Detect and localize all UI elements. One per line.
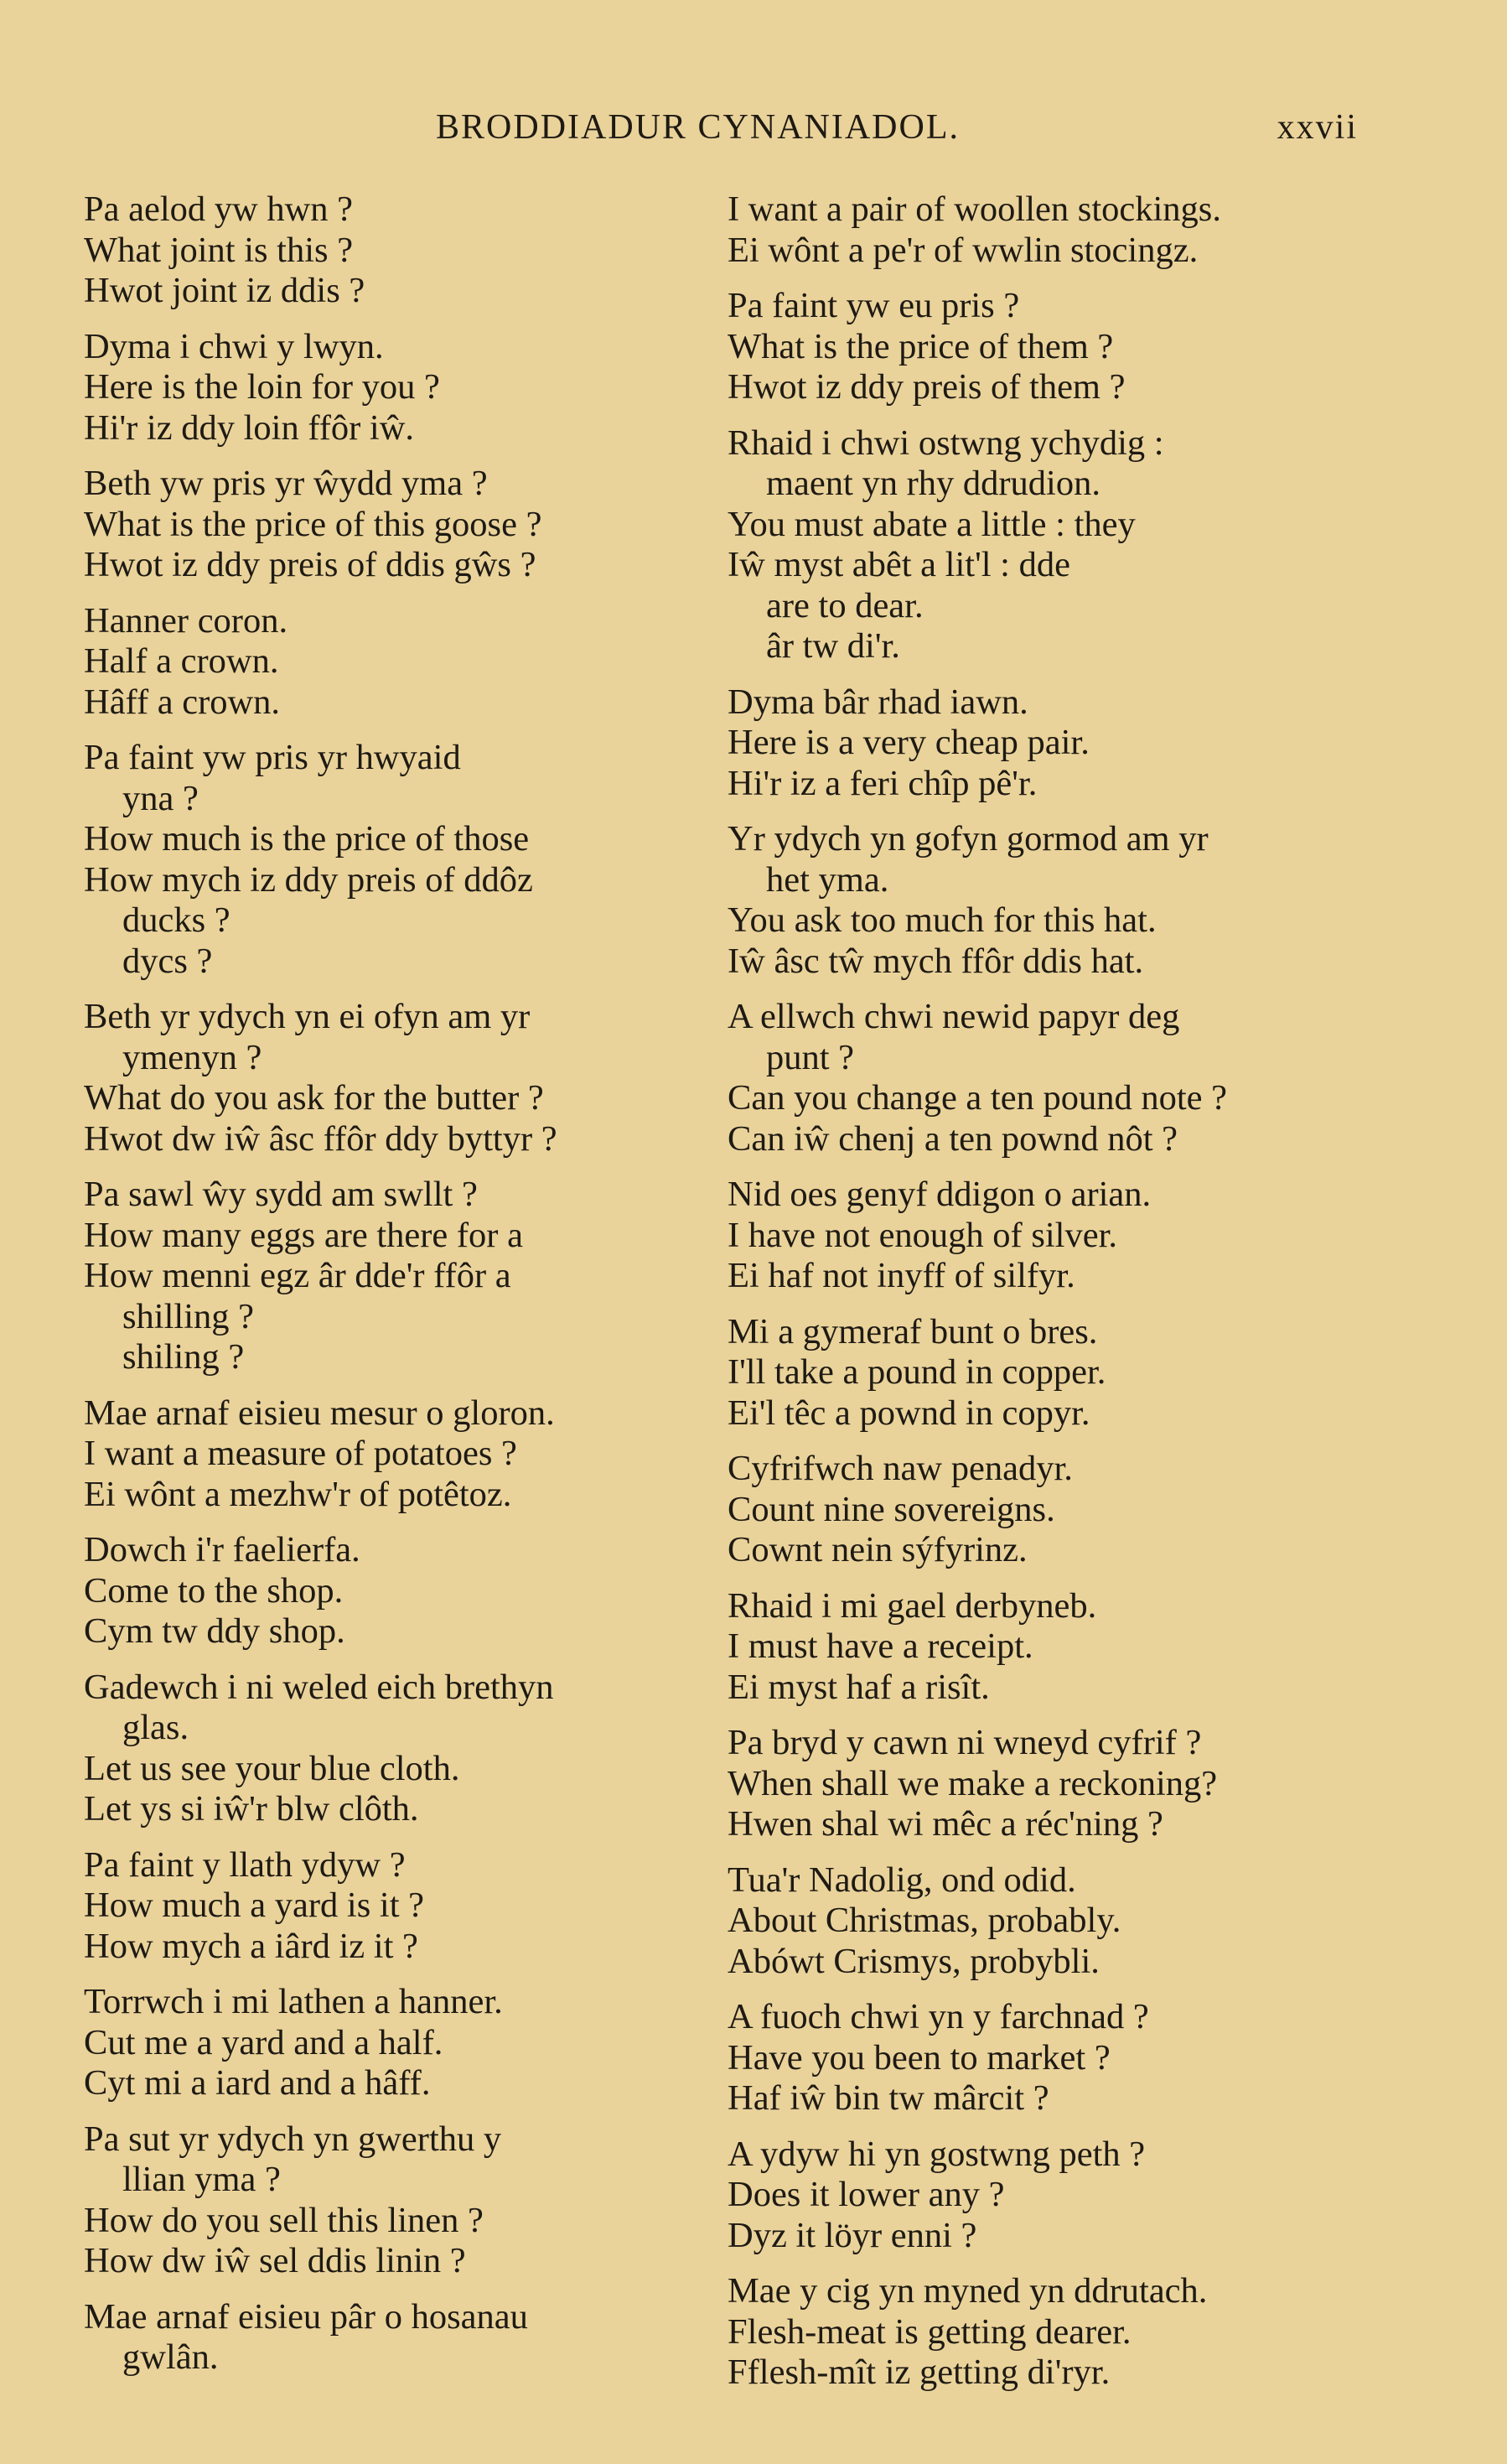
phrase-line: Hwot dw iŵ âsc ffôr ddy byttyr ?: [84, 1118, 557, 1159]
phrase-entry: [84, 1530, 729, 1652]
phrase-entry: [728, 423, 1381, 667]
phrase-entry: [84, 1845, 729, 1968]
phrase-line: How much is the price of those: [84, 819, 530, 859]
phrase-line: A fuoch chwi yn y farchnad ?: [728, 1997, 1149, 2036]
right-column: [728, 189, 1381, 2409]
phrase-entry: [84, 1668, 729, 1830]
header-title: BRODDIADUR CYNANIADOL.: [436, 108, 960, 147]
phrase-entry: [84, 1175, 729, 1378]
phrase-line: What is the price of this goose ?: [84, 504, 542, 544]
phrase-line: Ei wônt a mezhw'r of potêtoz.: [84, 1474, 512, 1514]
phrase-line: Cownt nein sýfyrinz.: [728, 1530, 1028, 1569]
phrase-line: Hwot iz ddy preis of ddis gŵs ?: [84, 545, 536, 584]
phrase-line: Tua'r Nadolig, ond odid.: [728, 1860, 1076, 1900]
phrase-line: Pa faint yw eu pris ?: [728, 286, 1020, 325]
phrase-line: Pa bryd y cawn ni wneyd cyfrif ?: [728, 1723, 1202, 1762]
phrase-line: How mych a iârd iz it ?: [84, 1926, 418, 1966]
phrase-entry: [728, 286, 1381, 408]
phrase-line: I have not enough of silver.: [728, 1215, 1118, 1255]
phrase-line: punt ?: [766, 1037, 855, 1077]
page-number: xxvii: [1277, 108, 1358, 147]
phrase-line: Pa sut yr ydych yn gwerthu y: [84, 2119, 502, 2159]
phrase-line: Here is the loin for you ?: [84, 367, 440, 407]
phrase-line: ymenyn ?: [122, 1037, 262, 1077]
phrase-line: Cyt mi a iard and a hâff.: [84, 2063, 431, 2103]
phrase-line: Come to the shop.: [84, 1570, 344, 1611]
phrase-line: Let ys si iŵ'r blw clôth.: [84, 1789, 419, 1829]
phrase-line: Hâff a crown.: [84, 682, 281, 722]
phrase-line: How menni egz âr dde'r ffôr a: [84, 1256, 511, 1295]
phrase-line: dycs ?: [122, 941, 213, 981]
phrase-line: Here is a very cheap pair.: [728, 723, 1090, 762]
phrase-line: gwlân.: [122, 2337, 219, 2377]
phrase-line: Hi'r iz ddy loin ffôr iŵ.: [84, 407, 415, 448]
phrase-line: What joint is this ?: [84, 230, 354, 270]
phrase-line: Nid oes genyf ddigon o arian.: [728, 1175, 1152, 1214]
phrase-line: Ei haf not inyff of silfyr.: [728, 1256, 1075, 1295]
phrase-line: Ei'l têc a pownd in copyr.: [728, 1393, 1090, 1433]
phrase-line: When shall we make a reckoning?: [728, 1763, 1218, 1803]
phrase-line: Flesh-meat is getting dearer.: [728, 2311, 1132, 2352]
phrase-entry: [728, 1449, 1381, 1571]
phrase-entry: [84, 1393, 729, 1516]
phrase-entry: [728, 189, 1381, 271]
phrase-line: Mae y cig yn myned yn ddrutach.: [728, 2271, 1208, 2311]
phrase-line: How do you sell this linen ?: [84, 2200, 484, 2240]
phrase-entry: [84, 464, 729, 586]
phrase-line: Pa aelod yw hwn ?: [84, 189, 354, 229]
phrase-line: are to dear.: [766, 585, 924, 625]
phrase-line: How much a yard is it ?: [84, 1886, 425, 1925]
phrase-line: Ei myst haf a risît.: [728, 1667, 990, 1707]
phrase-entry: [728, 1586, 1381, 1709]
phrase-line: Hwen shal wi mêc a réc'ning ?: [728, 1804, 1163, 1844]
phrase-line: Cym tw ddy shop.: [84, 1611, 345, 1651]
phrase-entry: [728, 1723, 1381, 1845]
phrase-line: Hanner coron.: [84, 600, 288, 641]
phrase-line: Rhaid i mi gael derbyneb.: [728, 1585, 1097, 1626]
phrase-line: Dowch i'r faelierfa.: [84, 1530, 360, 1569]
phrase-line: Mae arnaf eisieu mesur o gloron.: [84, 1393, 555, 1433]
phrase-line: shilling ?: [122, 1296, 255, 1336]
phrase-line: Have you been to market ?: [728, 2037, 1111, 2078]
phrase-entry: [728, 1175, 1381, 1297]
phrase-line: Cyfrifwch naw penadyr.: [728, 1449, 1073, 1488]
phrase-line: het yma.: [766, 859, 889, 900]
phrase-line: Abówt Crismys, probybli.: [728, 1941, 1100, 1981]
phrase-line: I want a pair of woollen stockings.: [728, 189, 1221, 229]
phrase-line: How mych iz ddy preis of ddôz: [84, 859, 533, 900]
phrase-line: What do you ask for the butter ?: [84, 1078, 544, 1118]
phrase-line: Mae arnaf eisieu pâr o hosanau: [84, 2296, 528, 2337]
phrase-line: Fflesh-mît iz getting di'ryr.: [728, 2352, 1111, 2392]
phrase-line: Gadewch i ni weled eich brethyn: [84, 1667, 554, 1707]
phrase-line: About Christmas, probably.: [728, 1901, 1121, 1940]
phrase-entry: [84, 189, 729, 312]
phrase-line: Dyma bâr rhad iawn.: [728, 682, 1028, 722]
phrase-entry: [728, 819, 1381, 982]
phrase-line: Pa faint y llath ydyw ?: [84, 1844, 406, 1885]
phrase-line: shiling ?: [122, 1337, 245, 1377]
phrase-line: A ellwch chwi newid papyr deg: [728, 997, 1180, 1036]
phrase-entry: [84, 2297, 729, 2378]
phrase-line: maent yn rhy ddrudion.: [766, 464, 1100, 503]
phrase-line: You must abate a little : they: [728, 504, 1136, 544]
phrase-line: llian yma ?: [122, 2160, 281, 2199]
phrase-line: Yr ydych yn gofyn gormod am yr: [728, 819, 1209, 859]
phrase-line: Half a crown.: [84, 641, 279, 681]
running-header: [436, 107, 1358, 148]
phrase-entry: [84, 601, 729, 724]
phrase-entry: [728, 2135, 1381, 2257]
phrase-line: Count nine sovereigns.: [728, 1489, 1055, 1529]
phrase-entry: [84, 738, 729, 982]
phrase-line: Rhaid i chwi ostwng ychydig :: [728, 423, 1164, 463]
phrase-line: Can iŵ chenj a ten pownd nôt ?: [728, 1118, 1178, 1159]
phrase-entry: [84, 997, 729, 1159]
phrase-line: Pa faint yw pris yr hwyaid: [84, 738, 461, 777]
phrase-entry: [84, 327, 729, 449]
phrase-line: How dw iŵ sel ddis linin ?: [84, 2241, 466, 2280]
phrase-line: Torrwch i mi lathen a hanner.: [84, 1982, 503, 2021]
phrase-line: Hwot joint iz ddis ?: [84, 271, 365, 310]
phrase-line: Hwot iz ddy preis of them ?: [728, 367, 1126, 407]
phrase-line: Mi a gymeraf bunt o bres.: [728, 1311, 1098, 1351]
phrase-line: ducks ?: [122, 900, 230, 940]
phrase-line: A ydyw hi yn gostwng peth ?: [728, 2134, 1146, 2174]
phrase-entry: [728, 1997, 1381, 2119]
phrase-line: What is the price of them ?: [728, 326, 1114, 366]
phrase-line: Beth yw pris yr ŵydd yma ?: [84, 464, 488, 503]
phrase-line: Dyma i chwi y lwyn.: [84, 326, 384, 366]
phrase-line: Cut me a yard and a half.: [84, 2022, 443, 2062]
phrase-entry: [84, 2119, 729, 2282]
phrase-line: You ask too much for this hat.: [728, 900, 1157, 940]
phrase-line: I want a measure of potatoes ?: [84, 1434, 517, 1473]
phrase-line: Beth yr ydych yn ei ofyn am yr: [84, 997, 531, 1036]
phrase-line: Can you change a ten pound note ?: [728, 1078, 1227, 1118]
phrase-entry: [84, 1982, 729, 2104]
phrase-line: How many eggs are there for a: [84, 1215, 523, 1255]
phrase-entry: [728, 1860, 1381, 1983]
phrase-line: I'll take a pound in copper.: [728, 1352, 1106, 1392]
phrase-line: Hi'r iz a feri chîp pê'r.: [728, 763, 1038, 803]
phrase-line: I must have a receipt.: [728, 1626, 1033, 1666]
phrase-line: yna ?: [122, 778, 199, 818]
phrase-line: glas.: [122, 1708, 189, 1747]
phrase-line: âr tw di'r.: [766, 626, 900, 666]
left-column: [84, 189, 729, 2394]
phrase-entry: [728, 1312, 1381, 1434]
phrase-line: Let us see your blue cloth.: [84, 1748, 460, 1788]
phrase-line: Ei wônt a pe'r of wwlin stocingz.: [728, 230, 1199, 270]
phrase-line: Dyz it löyr enni ?: [728, 2215, 977, 2255]
phrase-line: Haf iŵ bin tw mârcit ?: [728, 2078, 1049, 2118]
phrase-line: Iŵ âsc tŵ mych ffôr ddis hat.: [728, 941, 1144, 981]
phrase-entry: [728, 682, 1381, 805]
phrase-line: Pa sawl ŵy sydd am swllt ?: [84, 1175, 478, 1214]
phrase-line: Iŵ myst abêt a lit'l : dde: [728, 545, 1070, 584]
phrase-entry: [728, 997, 1381, 1159]
phrase-entry: [728, 2271, 1381, 2394]
phrase-line: Does it lower any ?: [728, 2175, 1005, 2214]
